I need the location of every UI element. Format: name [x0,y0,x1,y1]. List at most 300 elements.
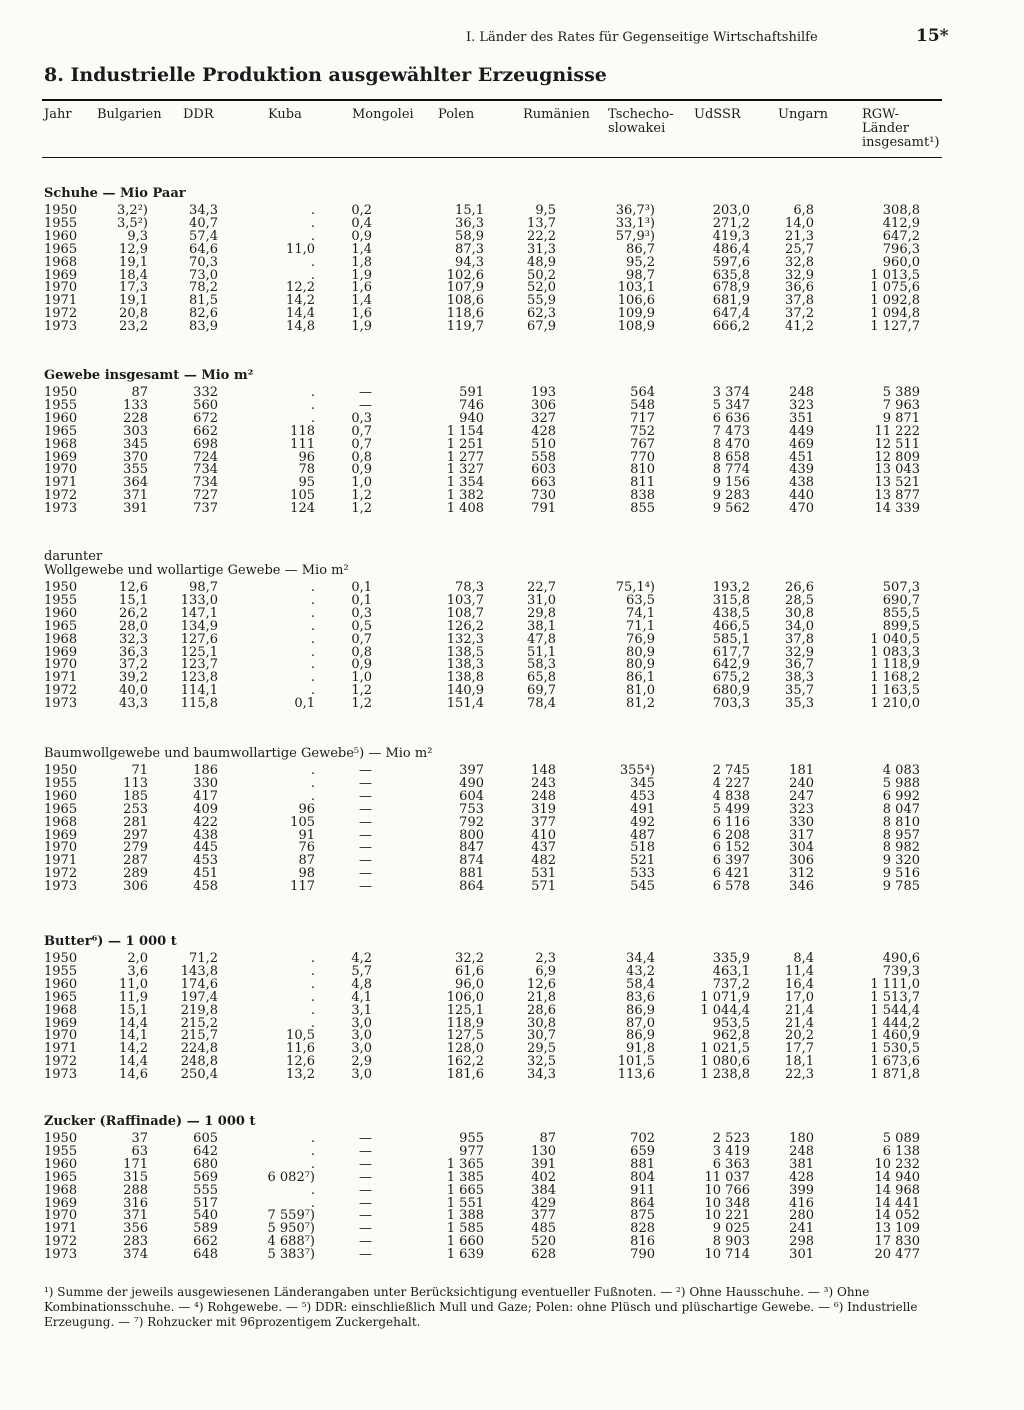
cell-polen: 1 382 [446,488,484,504]
cell-rgw: 5 389 [882,385,920,400]
cell-tschechoslowakei: 881 [630,1156,655,1172]
cell-mongolei: — [359,879,372,895]
cell-ddr: 422 [193,814,218,830]
cell-ddr: 642 [193,1143,218,1159]
cell-udssr: 6 363 [712,1156,750,1172]
cell-year: 1972 [44,866,78,882]
cell-ungarn: 399 [789,1182,814,1198]
cell-polen: 1 251 [446,436,484,452]
cell-mongolei: 3,0 [351,1067,372,1083]
cell-tschechoslowakei: 113,6 [617,1067,655,1083]
cell-bulgarien: 370 [123,449,148,465]
cell-polen: 792 [459,814,484,830]
cell-year: 1969 [44,827,78,843]
cell-bulgarien: 133 [123,397,148,413]
cell-udssr: 675,2 [712,670,750,686]
cell-udssr: 6 578 [712,879,750,895]
cell-kuba: . [310,1143,315,1159]
cell-mongolei: 1,8 [351,254,372,270]
cell-ungarn: 11,4 [785,963,814,979]
cell-udssr: 703,3 [712,696,750,712]
cell-tschechoslowakei: 57,9³) [615,228,655,244]
cell-bulgarien: 9,3 [127,228,148,244]
cell-polen: 1 639 [446,1247,484,1263]
cell-year: 1965 [44,989,78,1005]
cell-rumaenien: 31,0 [527,592,556,608]
cell-bulgarien: 2,0 [127,951,148,966]
cell-ungarn: 20,2 [785,1028,814,1044]
cell-ddr: 438 [193,827,218,843]
cell-rumaenien: 510 [531,436,556,452]
cell-bulgarien: 345 [123,436,148,452]
cell-mongolei: — [359,775,372,791]
cell-udssr: 463,1 [712,963,750,979]
cell-mongolei: 0,3 [351,410,372,426]
cell-kuba: 118 [290,423,315,439]
cell-kuba: 95 [298,475,315,491]
cell-udssr: 10 348 [704,1195,750,1211]
cell-rgw: 1 118,9 [870,657,920,673]
cell-polen: 128,0 [446,1041,484,1057]
cell-kuba: 98 [298,866,315,882]
cell-tschechoslowakei: 345 [630,775,655,791]
cell-rumaenien: 78,4 [527,696,556,712]
cell-kuba: 5 383⁷) [267,1247,315,1263]
cell-year: 1960 [44,410,78,426]
cell-year: 1968 [44,254,78,270]
cell-tschechoslowakei: 767 [630,436,655,452]
table-row [0,816,1024,829]
cell-ddr: 560 [193,397,218,413]
table-row [0,412,1024,425]
cell-tschechoslowakei: 74,1 [626,605,655,621]
cell-year: 1973 [44,1067,78,1083]
column-header-rumaenien: Rumänien [523,107,590,122]
cell-mongolei: 1,9 [351,319,372,335]
cell-tschechoslowakei: 98,7 [626,267,655,283]
cell-ddr: 73,0 [189,267,218,283]
cell-rumaenien: 22,2 [527,228,556,244]
cell-ungarn: 25,7 [785,241,814,257]
cell-year: 1971 [44,475,78,491]
cell-rumaenien: 12,6 [527,976,556,992]
cell-polen: 1 388 [446,1208,484,1224]
cell-rumaenien: 248 [531,788,556,804]
cell-rumaenien: 243 [531,775,556,791]
cell-tschechoslowakei: 855 [630,501,655,517]
cell-rgw: 8 047 [882,801,920,817]
column-header-tschechoslowakei: Tschecho- slowakei [608,107,674,136]
cell-kuba: 13,2 [286,1067,315,1083]
cell-rgw: 1 673,6 [870,1054,920,1070]
table-row [0,463,1024,476]
cell-ddr: 734 [193,475,218,491]
cell-rgw: 1 094,8 [870,306,920,322]
cell-rgw: 10 232 [874,1156,920,1172]
cell-rumaenien: 50,2 [527,267,556,283]
cell-rgw: 14 940 [874,1169,920,1185]
cell-bulgarien: 228 [123,410,148,426]
cell-udssr: 2 745 [712,763,750,778]
cell-tschechoslowakei: 83,6 [626,989,655,1005]
cell-ddr: 115,8 [180,696,218,712]
section-title: Baumwollgewebe und baumwollartige Gewebe⁵) — Mio m² [44,746,433,761]
cell-tschechoslowakei: 71,1 [626,618,655,634]
cell-ddr: 70,3 [189,254,218,270]
cell-ddr: 662 [193,423,218,439]
cell-udssr: 466,5 [712,618,750,634]
cell-mongolei: 5,7 [351,963,372,979]
cell-year: 1950 [44,951,78,966]
cell-udssr: 1 238,8 [700,1067,750,1083]
cell-year: 1970 [44,1028,78,1044]
footnotes: ¹) Summe der jeweils ausgewiesenen Länderangaben unter Berücksichtigung eventueller Fußnoten. — ²) Ohne Hausschuhe. — ³) Ohne Kombinationsschuhe. — ⁴) Rohgewebe. — ⁵) DDR: einschließlich Mull und Gaze; Polen: ohne Plüsch und plüschartige Gewebe. — ⁶) Industrielle Erzeugung. — ⁷) Rohzucker mit 96prozentigem Zuckergehalt. [44,1285,918,1329]
cell-rgw: 412,9 [882,215,920,231]
cell-mongolei: — [359,1131,372,1146]
cell-kuba: . [310,683,315,699]
cell-year: 1965 [44,423,78,439]
cell-ddr: 453 [193,853,218,869]
cell-rgw: 9 320 [882,853,920,869]
cell-rumaenien: 531 [531,866,556,882]
cell-bulgarien: 17,3 [119,280,148,296]
cell-tschechoslowakei: 717 [630,410,655,426]
cell-tschechoslowakei: 43,2 [626,963,655,979]
section-title: darunter [44,549,103,564]
cell-rumaenien: 48,9 [527,254,556,270]
cell-ddr: 648 [193,1247,218,1263]
column-header-ungarn: Ungarn [778,107,828,122]
cell-kuba: . [310,397,315,413]
cell-ddr: 215,7 [180,1028,218,1044]
cell-kuba: . [310,618,315,634]
cell-udssr: 962,8 [712,1028,750,1044]
cell-rgw: 8 810 [882,814,920,830]
cell-rumaenien: 6,9 [535,963,556,979]
cell-udssr: 11 037 [704,1169,750,1185]
cell-bulgarien: 14,4 [119,1054,148,1070]
table-row [0,204,1024,217]
cell-ungarn: 306 [789,853,814,869]
cell-ungarn: 35,3 [785,696,814,712]
cell-bulgarien: 3,5²) [117,215,148,231]
cell-ungarn: 32,9 [785,267,814,283]
cell-bulgarien: 40,0 [119,683,148,699]
cell-rumaenien: 38,1 [527,618,556,634]
cell-bulgarien: 14,6 [119,1067,148,1083]
cell-year: 1969 [44,1195,78,1211]
cell-bulgarien: 63 [131,1143,148,1159]
cell-ungarn: 36,7 [785,657,814,673]
cell-mongolei: 4,8 [351,976,372,992]
cell-ungarn: 37,8 [785,293,814,309]
cell-mongolei: 3,1 [351,1002,372,1018]
cell-polen: 847 [459,840,484,856]
cell-kuba: 78 [298,462,315,478]
cell-tschechoslowakei: 81,0 [626,683,655,699]
cell-tschechoslowakei: 87,0 [626,1015,655,1031]
cell-ddr: 734 [193,462,218,478]
cell-udssr: 4 838 [712,788,750,804]
cell-tschechoslowakei: 518 [630,840,655,856]
cell-rgw: 12 511 [874,436,920,452]
cell-udssr: 6 636 [712,410,750,426]
cell-bulgarien: 12,6 [119,580,148,595]
cell-udssr: 486,4 [712,241,750,257]
cell-ungarn: 241 [789,1221,814,1237]
cell-polen: 977 [459,1143,484,1159]
cell-bulgarien: 12,9 [119,241,148,257]
cell-tschechoslowakei: 548 [630,397,655,413]
cell-year: 1950 [44,385,78,400]
cell-udssr: 666,2 [712,319,750,335]
cell-mongolei: 0,9 [351,462,372,478]
cell-mongolei: — [359,827,372,843]
cell-year: 1971 [44,670,78,686]
cell-mongolei: — [359,1195,372,1211]
cell-rumaenien: 31,3 [527,241,556,257]
cell-polen: 753 [459,801,484,817]
cell-ddr: 672 [193,410,218,426]
cell-mongolei: 0,3 [351,605,372,621]
cell-udssr: 271,2 [712,215,750,231]
table-row [0,1235,1024,1248]
table-row [0,1209,1024,1222]
cell-polen: 32,2 [455,951,484,966]
table-row [0,1222,1024,1235]
cell-polen: 1 354 [446,475,484,491]
cell-ddr: 134,9 [180,618,218,634]
cell-udssr: 9 562 [712,501,750,517]
cell-rgw: 17 830 [874,1234,920,1250]
cell-ungarn: 317 [789,827,814,843]
cell-mongolei: 1,2 [351,488,372,504]
cell-ddr: 197,4 [180,989,218,1005]
cell-ungarn: 21,3 [785,228,814,244]
cell-tschechoslowakei: 659 [630,1143,655,1159]
cell-rumaenien: 58,3 [527,657,556,673]
cell-ddr: 517 [193,1195,218,1211]
cell-ddr: 127,6 [180,631,218,647]
cell-ungarn: 323 [789,801,814,817]
table-row [0,1132,1024,1145]
cell-rumaenien: 410 [531,827,556,843]
cell-rgw: 490,6 [882,951,920,966]
section-title: Zucker (Raffinade) — 1 000 t [44,1114,256,1129]
cell-rumaenien: 319 [531,801,556,817]
cell-polen: 881 [459,866,484,882]
cell-ddr: 98,7 [189,580,218,595]
cell-rumaenien: 485 [531,1221,556,1237]
cell-rgw: 1 460,9 [870,1028,920,1044]
cell-year: 1970 [44,657,78,673]
cell-udssr: 1 071,9 [700,989,750,1005]
cell-tschechoslowakei: 81,2 [626,696,655,712]
cell-year: 1968 [44,1002,78,1018]
cell-polen: 78,3 [455,580,484,595]
cell-ddr: 81,5 [189,293,218,309]
cell-bulgarien: 287 [123,853,148,869]
cell-rgw: 1 871,8 [870,1067,920,1083]
cell-mongolei: 1,9 [351,267,372,283]
cell-year: 1960 [44,228,78,244]
cell-udssr: 647,4 [712,306,750,322]
cell-mongolei: — [359,1156,372,1172]
cell-rumaenien: 391 [531,1156,556,1172]
cell-bulgarien: 281 [123,814,148,830]
cell-year: 1969 [44,644,78,660]
cell-ungarn: 428 [789,1169,814,1185]
cell-polen: 36,3 [455,215,484,231]
table-row [0,697,1024,710]
cell-kuba: 87 [298,853,315,869]
cell-polen: 138,8 [446,670,484,686]
cell-year: 1950 [44,763,78,778]
cell-ddr: 40,7 [189,215,218,231]
cell-rgw: 8 957 [882,827,920,843]
table-row [0,777,1024,790]
cell-rgw: 1 111,0 [870,976,920,992]
cell-tschechoslowakei: 828 [630,1221,655,1237]
cell-polen: 591 [459,385,484,400]
cell-mongolei: — [359,866,372,882]
cell-year: 1960 [44,605,78,621]
cell-ungarn: 38,3 [785,670,814,686]
cell-tschechoslowakei: 95,2 [626,254,655,270]
cell-tschechoslowakei: 752 [630,423,655,439]
cell-bulgarien: 14,4 [119,1015,148,1031]
cell-rumaenien: 30,7 [527,1028,556,1044]
cell-mongolei: 3,0 [351,1041,372,1057]
column-header-year: Jahr [44,107,72,122]
column-header-bulgarien: Bulgarien [97,107,162,122]
cell-rgw: 5 089 [882,1131,920,1146]
table-row [0,399,1024,412]
cell-tschechoslowakei: 487 [630,827,655,843]
cell-bulgarien: 28,0 [119,618,148,634]
cell-udssr: 8 774 [712,462,750,478]
cell-rgw: 507,3 [882,580,920,595]
cell-rumaenien: 377 [531,814,556,830]
cell-ddr: 224,8 [180,1041,218,1057]
cell-ddr: 78,2 [189,280,218,296]
cell-rgw: 13 521 [874,475,920,491]
cell-tschechoslowakei: 492 [630,814,655,830]
cell-year: 1971 [44,1221,78,1237]
column-header-kuba: Kuba [268,107,302,122]
cell-mongolei: 1,2 [351,683,372,699]
cell-ungarn: 16,4 [785,976,814,992]
cell-rgw: 8 982 [882,840,920,856]
cell-mongolei: — [359,397,372,413]
cell-kuba: 91 [298,827,315,843]
cell-mongolei: — [359,1182,372,1198]
cell-year: 1973 [44,501,78,517]
cell-tschechoslowakei: 810 [630,462,655,478]
cell-kuba: . [310,215,315,231]
cell-udssr: 642,9 [712,657,750,673]
cell-bulgarien: 18,4 [119,267,148,283]
cell-polen: 940 [459,410,484,426]
cell-tschechoslowakei: 911 [630,1182,655,1198]
cell-polen: 604 [459,788,484,804]
cell-ungarn: 451 [789,449,814,465]
cell-ungarn: 298 [789,1234,814,1250]
cell-ddr: 143,8 [180,963,218,979]
cell-kuba: . [310,657,315,673]
cell-year: 1973 [44,879,78,895]
cell-kuba: 0,1 [294,696,315,712]
cell-year: 1972 [44,1234,78,1250]
cell-year: 1972 [44,306,78,322]
cell-bulgarien: 3,2²) [117,203,148,218]
cell-bulgarien: 371 [123,488,148,504]
cell-rumaenien: 730 [531,488,556,504]
cell-polen: 1 585 [446,1221,484,1237]
cell-ungarn: 312 [789,866,814,882]
cell-kuba: . [310,989,315,1005]
cell-year: 1968 [44,436,78,452]
cell-ungarn: 35,7 [785,683,814,699]
cell-polen: 132,3 [446,631,484,647]
cell-kuba: 12,6 [286,1054,315,1070]
cell-rgw: 1 083,3 [870,644,920,660]
cell-rgw: 899,5 [882,618,920,634]
cell-rumaenien: 571 [531,879,556,895]
cell-ddr: 540 [193,1208,218,1224]
table-row [0,854,1024,867]
cell-ungarn: 37,8 [785,631,814,647]
cell-rgw: 739,3 [882,963,920,979]
cell-ddr: 680 [193,1156,218,1172]
cell-kuba: . [310,1015,315,1031]
cell-rgw: 1 513,7 [870,989,920,1005]
table-row [0,607,1024,620]
cell-rgw: 11 222 [874,423,920,439]
cell-tschechoslowakei: 86,9 [626,1002,655,1018]
cell-kuba: . [310,1002,315,1018]
cell-bulgarien: 303 [123,423,148,439]
cell-year: 1968 [44,1182,78,1198]
cell-tschechoslowakei: 58,4 [626,976,655,992]
cell-bulgarien: 11,9 [119,989,148,1005]
cell-mongolei: 2,9 [351,1054,372,1070]
cell-year: 1970 [44,280,78,296]
cell-year: 1955 [44,215,78,231]
cell-ddr: 605 [193,1131,218,1146]
cell-kuba: 12,2 [286,280,315,296]
cell-udssr: 585,1 [712,631,750,647]
table-row [0,965,1024,978]
cell-ungarn: 17,0 [785,989,814,1005]
table-row [0,230,1024,243]
cell-bulgarien: 20,8 [119,306,148,322]
cell-year: 1965 [44,1169,78,1185]
cell-ddr: 133,0 [180,592,218,608]
cell-kuba: . [310,254,315,270]
cell-ddr: 82,6 [189,306,218,322]
table-row [0,991,1024,1004]
cell-mongolei: 1,4 [351,293,372,309]
cell-ungarn: 304 [789,840,814,856]
cell-bulgarien: 37,2 [119,657,148,673]
cell-ddr: 64,6 [189,241,218,257]
cell-mongolei: — [359,385,372,400]
cell-udssr: 6 421 [712,866,750,882]
cell-rgw: 1 013,5 [870,267,920,283]
section-title: Butter⁶) — 1 000 t [44,934,177,949]
cell-ungarn: 248 [789,1143,814,1159]
